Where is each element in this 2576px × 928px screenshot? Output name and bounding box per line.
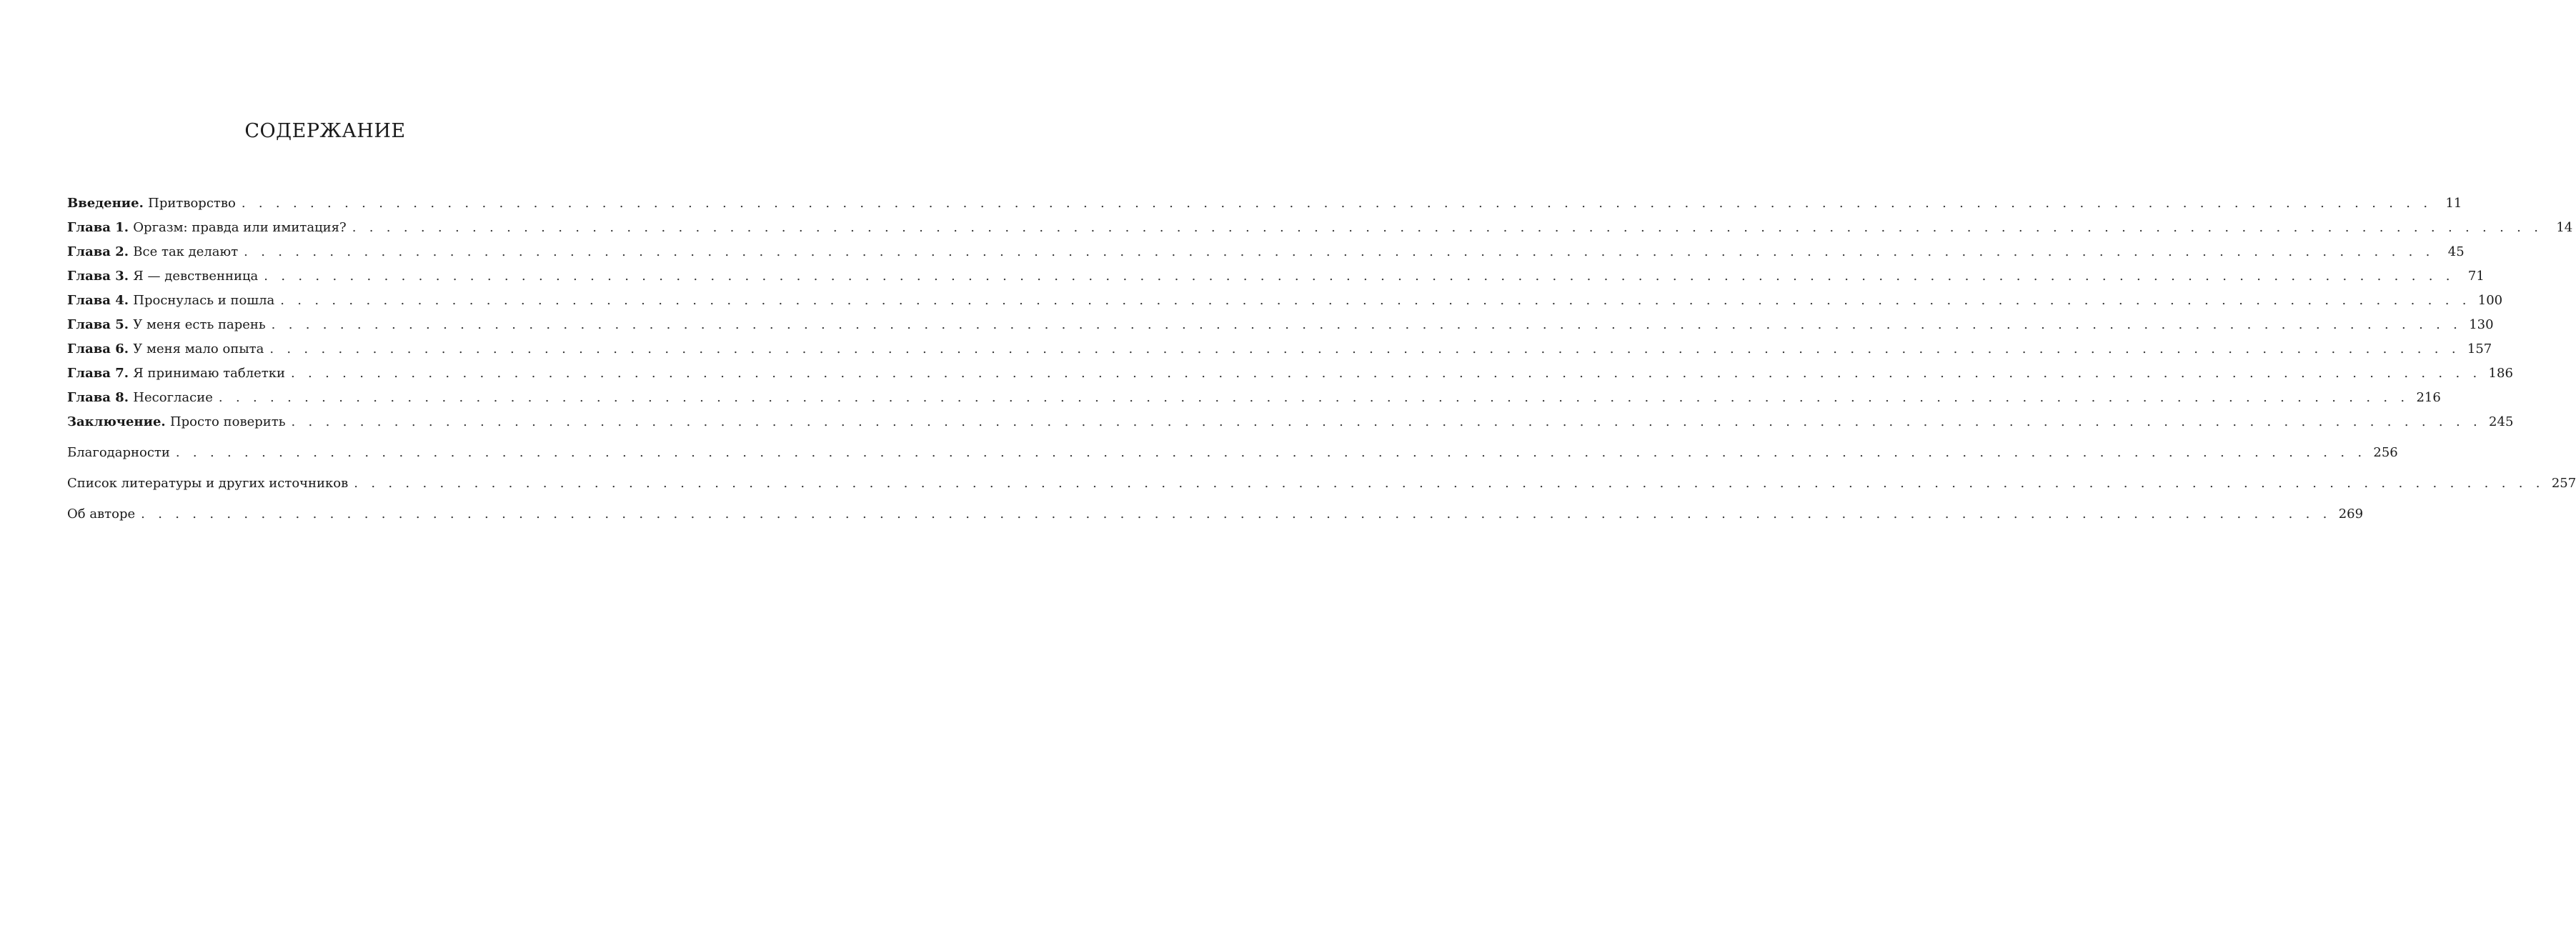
toc-entry-acknowledgements[interactable] (67, 442, 2398, 467)
dot-leader: . . . . . . . . . . . . . . . . . . . . . . . . . . . . . . . . . . . . . . . . . . . . . . . . . . . . . . . . . . . . . . . . . . . . . . . . . . . . . . . . . . . . . . . . . . . . . . . . . . . . . . . . . . . . . . . . . . . . . . . . . . . . . . . . (264, 269, 2455, 284)
toc-entry-prefix: Глава 2. (67, 244, 129, 259)
dot-leader: . . . . . . . . . . . . . . . . . . . . . . . . . . . . . . . . . . . . . . . . . . . . . . . . . . . . . . . . . . . . . . . . . . . . . . . . . . . . . . . . . . . . . . . . . . . . . . . . . . . . . . . . . . . . . . . . . . . . . . . . . . . . . . . . (141, 507, 2332, 522)
toc-entry-page-number: 256 (2373, 445, 2398, 460)
toc-entry-prefix: Заключение. (67, 414, 166, 429)
toc-entry-prefix: Глава 5. (67, 317, 129, 332)
toc-entry-prefix: Глава 7. (67, 366, 129, 381)
toc-entry-title: Притворство (148, 196, 236, 211)
toc-entry-page-number: 45 (2447, 244, 2465, 259)
toc-entry-prefix: Глава 4. (67, 293, 129, 308)
toc-entry-chapter-2[interactable] (67, 241, 2465, 266)
toc-entry-page-number: 186 (2488, 366, 2513, 381)
toc-entry-chapter-1[interactable] (67, 217, 2573, 241)
toc-entry-chapter-5[interactable] (67, 314, 2494, 339)
dot-leader: . . . . . . . . . . . . . . . . . . . . . . . . . . . . . . . . . . . . . . . . . . . . . . . . . . . . . . . . . . . . . . . . . . . . . . . . . . . . . . . . . . . . . . . . . . . . . . . . . . . . . . . . . . . . . . . . . . . . . . . . . . . . . . . . (352, 220, 2543, 235)
dot-leader: . . . . . . . . . . . . . . . . . . . . . . . . . . . . . . . . . . . . . . . . . . . . . . . . . . . . . . . . . . . . . . . . . . . . . . . . . . . . . . . . . . . . . . . . . . . . . . . . . . . . . . . . . . . . . . . . . . . . . . . . . . . . . . . . (280, 293, 2471, 308)
dot-leader: . . . . . . . . . . . . . . . . . . . . . . . . . . . . . . . . . . . . . . . . . . . . . . . . . . . . . . . . . . . . . . . . . . . . . . . . . . . . . . . . . . . . . . . . . . . . . . . . . . . . . . . . . . . . . . . . . . . . . . . . . . . . . . . . (291, 366, 2482, 381)
toc-entry-chapter-6[interactable] (67, 339, 2492, 363)
toc-entry-title: Список литературы и других источников (67, 476, 349, 491)
toc-entry-about-author[interactable] (67, 504, 2364, 528)
dot-leader: . . . . . . . . . . . . . . . . . . . . . . . . . . . . . . . . . . . . . . . . . . . . . . . . . . . . . . . . . . . . . . . . . . . . . . . . . . . . . . . . . . . . . . . . . . . . . . . . . . . . . . . . . . . . . . . . . . . . . . . . . . . . . . . . (271, 317, 2462, 332)
toc-entry-page-number: 216 (2416, 390, 2441, 405)
toc-entry-bibliography[interactable] (67, 473, 2576, 497)
toc-entry-title: Я — девственница (133, 269, 259, 284)
toc-entry-title: Проснулась и пошла (133, 293, 275, 308)
toc-entry-prefix: Глава 1. (67, 220, 129, 235)
dot-leader: . . . . . . . . . . . . . . . . . . . . . . . . . . . . . . . . . . . . . . . . . . . . . . . . . . . . . . . . . . . . . . . . . . . . . . . . . . . . . . . . . . . . . . . . . . . . . . . . . . . . . . . . . . . . . . . . . . . . . . . . . . . . . . . . (218, 390, 2410, 405)
toc-entry-page-number: 11 (2445, 196, 2462, 211)
toc-entry-page-number: 100 (2477, 293, 2503, 308)
dot-leader: . . . . . . . . . . . . . . . . . . . . . . . . . . . . . . . . . . . . . . . . . . . . . . . . . . . . . . . . . . . . . . . . . . . . . . . . . . . . . . . . . . . . . . . . . . . . . . . . . . . . . . . . . . . . . . . . . . . . . . . . . . . . . . . . (241, 196, 2432, 211)
toc-entry-introduction[interactable] (67, 193, 2462, 217)
toc-entry-chapter-7[interactable] (67, 363, 2513, 387)
dot-leader: . . . . . . . . . . . . . . . . . . . . . . . . . . . . . . . . . . . . . . . . . . . . . . . . . . . . . . . . . . . . . . . . . . . . . . . . . . . . . . . . . . . . . . . . . . . . . . . . . . . . . . . . . . . . . . . . . . . . . . . . . . . . . . . . (354, 476, 2545, 491)
toc-entry-page-number: 130 (2469, 317, 2494, 332)
toc-entry-title: Просто поверить (169, 414, 286, 429)
toc-entry-chapter-4[interactable] (67, 290, 2503, 314)
toc-entry-title: У меня есть парень (133, 317, 266, 332)
dot-leader: . . . . . . . . . . . . . . . . . . . . . . . . . . . . . . . . . . . . . . . . . . . . . . . . . . . . . . . . . . . . . . . . . . . . . . . . . . . . . . . . . . . . . . . . . . . . . . . . . . . . . . . . . . . . . . . . . . . . . . . . . . . . . . . . (244, 244, 2435, 259)
dot-leader: . . . . . . . . . . . . . . . . . . . . . . . . . . . . . . . . . . . . . . . . . . . . . . . . . . . . . . . . . . . . . . . . . . . . . . . . . . . . . . . . . . . . . . . . . . . . . . . . . . . . . . . . . . . . . . . . . . . . . . . . . . . . . . . . (291, 414, 2482, 429)
toc-entry-prefix: Глава 3. (67, 269, 129, 284)
toc-entry-prefix: Глава 6. (67, 341, 129, 356)
page-title: СОДЕРЖАНИЕ (244, 120, 406, 142)
toc-entry-conclusion[interactable] (67, 411, 2514, 436)
toc-entry-prefix: Глава 8. (67, 390, 129, 405)
toc-entry-title: Несогласие (133, 390, 213, 405)
toc-entry-title: У меня мало опыта (133, 341, 264, 356)
dot-leader: . . . . . . . . . . . . . . . . . . . . . . . . . . . . . . . . . . . . . . . . . . . . . . . . . . . . . . . . . . . . . . . . . . . . . . . . . . . . . . . . . . . . . . . . . . . . . . . . . . . . . . . . . . . . . . . . . . . . . . . . . . . . . . . . (175, 445, 2367, 460)
dot-leader: . . . . . . . . . . . . . . . . . . . . . . . . . . . . . . . . . . . . . . . . . . . . . . . . . . . . . . . . . . . . . . . . . . . . . . . . . . . . . . . . . . . . . . . . . . . . . . . . . . . . . . . . . . . . . . . . . . . . . . . . . . . . . . . . (269, 341, 2460, 356)
toc-entry-title: Все так делают (133, 244, 239, 259)
toc-entry-page-number: 14 (2556, 220, 2573, 235)
toc-entry-prefix: Введение. (67, 196, 144, 211)
toc-entry-chapter-8[interactable] (67, 387, 2441, 411)
toc-entry-page-number: 257 (2551, 476, 2576, 491)
toc-entry-title: Я принимаю таблетки (133, 366, 286, 381)
toc-entry-chapter-3[interactable] (67, 266, 2485, 290)
table-of-contents (67, 193, 2576, 528)
toc-entry-page-number: 71 (2467, 269, 2485, 284)
toc-entry-page-number: 269 (2338, 507, 2364, 522)
toc-entry-title: Благодарности (67, 445, 170, 460)
toc-entry-title: Об авторе (67, 507, 136, 522)
toc-entry-page-number: 245 (2489, 414, 2514, 429)
toc-entry-title: Оргазм: правда или имитация? (133, 220, 347, 235)
toc-entry-page-number: 157 (2467, 341, 2492, 356)
